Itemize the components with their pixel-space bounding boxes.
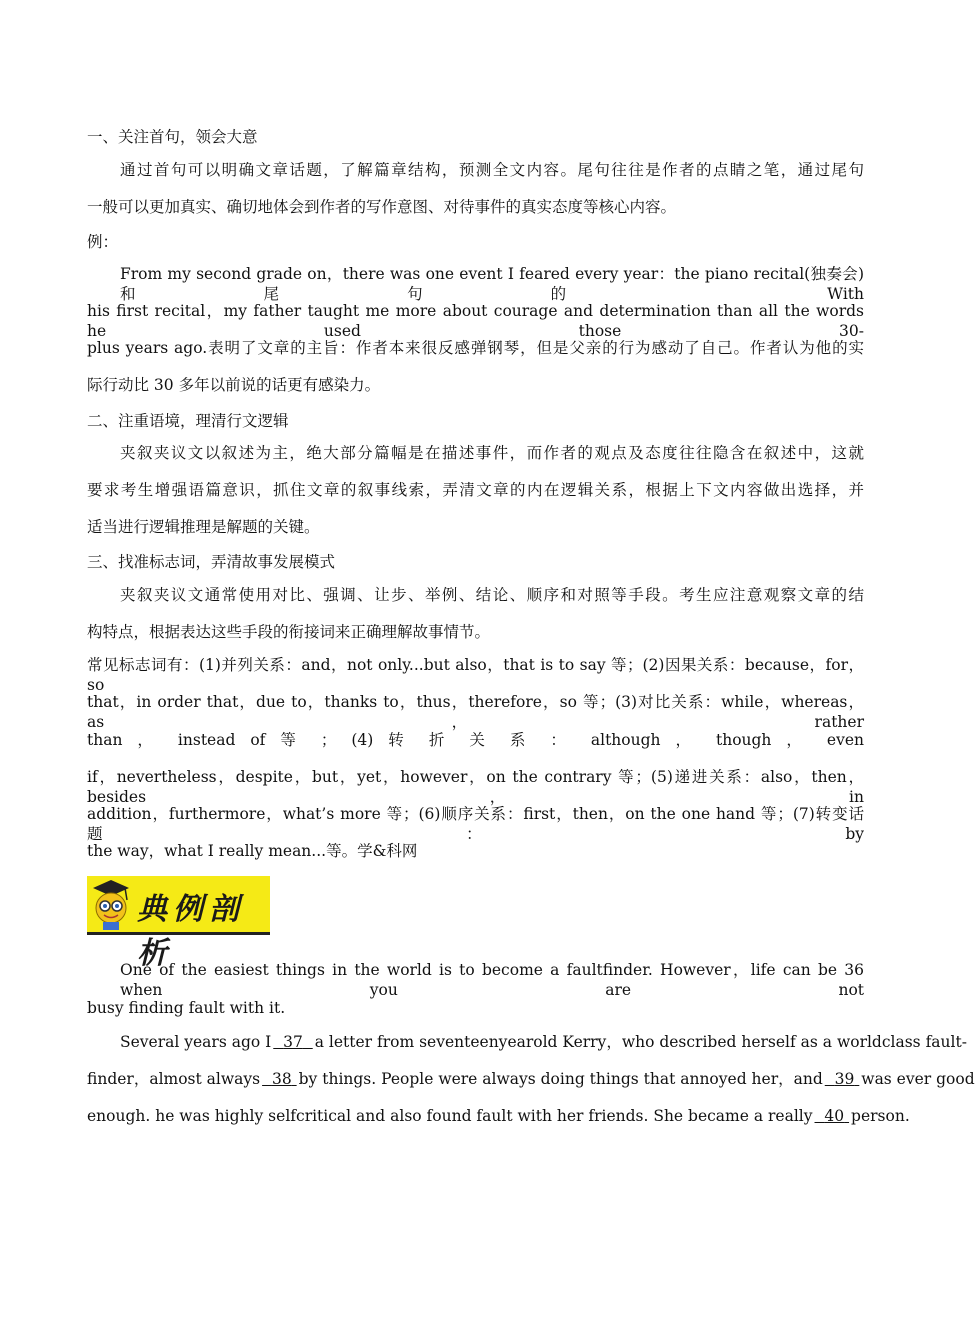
passage-text: finder，almost always [87, 1070, 261, 1088]
markers-line: 常见标志词有：(1)并列关系：and，not only...but also，that is to say 等；(2)因果关系：because，for，so [87, 656, 864, 694]
section-2-paragraph-line: 适当进行逻辑推理是解题的关键。 [87, 518, 320, 536]
passage-line [120, 1032, 967, 1052]
blank-40[interactable] [813, 1107, 852, 1125]
passage-text: by things. People were always doing things that annoyed her，and [298, 1070, 823, 1088]
example-label: 例： [87, 233, 119, 251]
section-2-paragraph-line: 要求考生增强语篇意识，抓住文章的叙事线索，弄清文章的内在逻辑关系，根据上下文内容做出选择，并 [87, 481, 864, 499]
section-2-heading: 二、注重语境，理清行文逻辑 [87, 412, 289, 430]
markers-line: that，in order that，due to，thanks to，thus，therefore，so 等；(3)对比关系：while，whereas，as，rather [87, 693, 864, 731]
example-line: 际行动比 30 多年以前说的话更有感染力。 [87, 376, 381, 394]
passage-text: person. [851, 1107, 910, 1125]
section-1-heading: 一、关注首句，领会大意 [87, 128, 258, 146]
markers-line: if，nevertheless，despite，but，yet，however，on the contrary 等；(5)递进关系：also，then，besides，in [87, 768, 864, 806]
section-3-heading: 三、找准标志词，弄清故事发展模式 [87, 553, 336, 571]
passage-line: One of the easiest things in the world is to become a faultfinder. However，life can be 36 when you are not [120, 961, 864, 999]
section-3-paragraph-line: 构特点，根据表达这些手段的衔接词来正确理解故事情节。 [87, 623, 491, 641]
markers-line: addition，furthermore，what’s more 等；(6)顺序关系：first，then，on the one hand 等；(7)转变话题：by [87, 805, 864, 843]
passage-text: enough. he was highly selfcritical and also found fault with her friends. She became a really [87, 1107, 813, 1125]
markers-line: the way，what I really mean...等。学&科网 [87, 842, 418, 860]
blank-39[interactable] [823, 1070, 862, 1088]
blank-number: 38 [271, 1070, 292, 1088]
badge-underline [87, 932, 270, 935]
example-line: From my second grade on，there was one event I feared every year：the piano recital(独奏会)和尾句的 With [120, 265, 864, 303]
graduate-mascot-icon [89, 878, 133, 932]
badge-title: 典例剖析 [137, 892, 245, 971]
blank-number: 40 [824, 1107, 845, 1125]
blank-38[interactable] [260, 1070, 299, 1088]
passage-line [87, 1106, 910, 1126]
section-3-paragraph-line: 夹叙夹议文通常使用对比、强调、让步、举例、结论、顺序和对照等手段。考生应注意观察文章的结 [120, 586, 864, 604]
section-1-paragraph-line: 一般可以更加真实、确切地体会到作者的写作意图、对待事件的真实态度等核心内容。 [87, 198, 677, 216]
passage-line: busy finding fault with it. [87, 999, 286, 1017]
passage-text: was ever good [861, 1070, 975, 1088]
example-line: his first recital，my father taught me more about courage and determination than all the words he used those 30- [87, 302, 864, 340]
example-line: plus years ago.表明了文章的主旨：作者本来很反感弹钢琴，但是父亲的行为感动了自己。作者认为他的实 [87, 339, 864, 357]
typical-example-badge [87, 876, 270, 971]
section-1-paragraph-line: 通过首句可以明确文章话题，了解篇章结构，预测全文内容。尾句往往是作者的点睛之笔，通过尾句 [120, 161, 864, 179]
blank-number: 39 [834, 1070, 855, 1088]
markers-line: than ， instead of 等 ； (4) 转 折 关 系 ： although ， though ， even [87, 731, 864, 749]
passage-text: a letter from seventeenyearold Kerry，who described herself as a worldclass fault- [314, 1033, 967, 1051]
passage-line [87, 1069, 975, 1089]
section-2-paragraph-line: 夹叙夹议文以叙述为主，绝大部分篇幅是在描述事件，而作者的观点及态度往往隐含在叙述中，这就 [120, 444, 864, 462]
passage-text: Several years ago I [120, 1033, 272, 1051]
blank-number: 37 [283, 1033, 303, 1051]
blank-37[interactable] [271, 1033, 314, 1051]
